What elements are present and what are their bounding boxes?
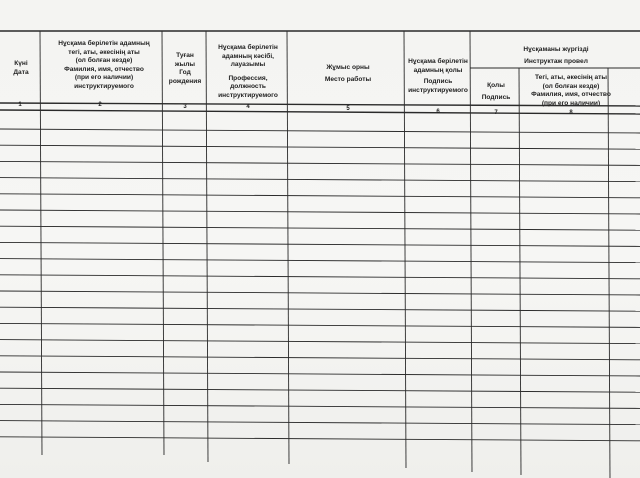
column-number-3: 3 [183,104,187,110]
table-row-line [0,388,640,392]
row-lines [0,129,640,441]
table-row-line [0,356,640,360]
column-number-6: 6 [436,109,440,115]
column-number-7: 7 [494,110,498,116]
table-row-line [0,226,640,230]
column-number-2: 2 [98,102,102,108]
table-row-line [0,291,640,295]
header-profession: Нұсқама берілетін адамның кәсібі, лауазымы Профессия, должность инструктируемого [218,44,278,99]
column-number-4: 4 [246,104,250,110]
table-row-line [0,145,640,149]
table-row-line [0,259,640,263]
column-number-5: 5 [346,106,350,112]
table-row-line [0,129,640,133]
table-row-line [0,323,640,327]
table-row-line [0,340,640,344]
table-row-line [0,178,640,182]
table-row-line [0,421,640,425]
table-row-line [0,210,640,214]
column-number-8: 8 [569,110,573,116]
header-fullname: Нұсқама берілетін адамның тегі, аты, әкесінің аты (ол болған кезде) Фамилия, имя, отчество (при его наличии) инструктируемого [58,40,150,90]
header-instructor-fullname: Тегі, аты, әкесінің аты (ол болған кезде) Фамилия, имя, отчество (при его наличии) [531,74,611,107]
header-signature-instructed: Нұсқама берілетін адамның қолы Подпись инструктируемого [408,58,468,94]
header-date: Күні Дата [13,60,29,76]
table-row-line [0,275,640,279]
header-workplace: Жұмыс орны Место работы [324,64,372,83]
table-row-line [0,372,640,376]
header-instructor-signature: Қолы Подпись [481,82,511,101]
header-birth-year: Туған жылы Год рождения [168,52,202,85]
table-row-line [0,404,640,408]
table-row-line [0,307,640,311]
table-row-line [0,242,640,246]
table-row-line [0,161,640,165]
header-instructor-group: Нұсқаманы жүргізді Инструктаж провел [523,46,589,65]
table-row-line [0,437,640,441]
column-number-1: 1 [18,102,22,108]
table-row-line [0,194,640,198]
